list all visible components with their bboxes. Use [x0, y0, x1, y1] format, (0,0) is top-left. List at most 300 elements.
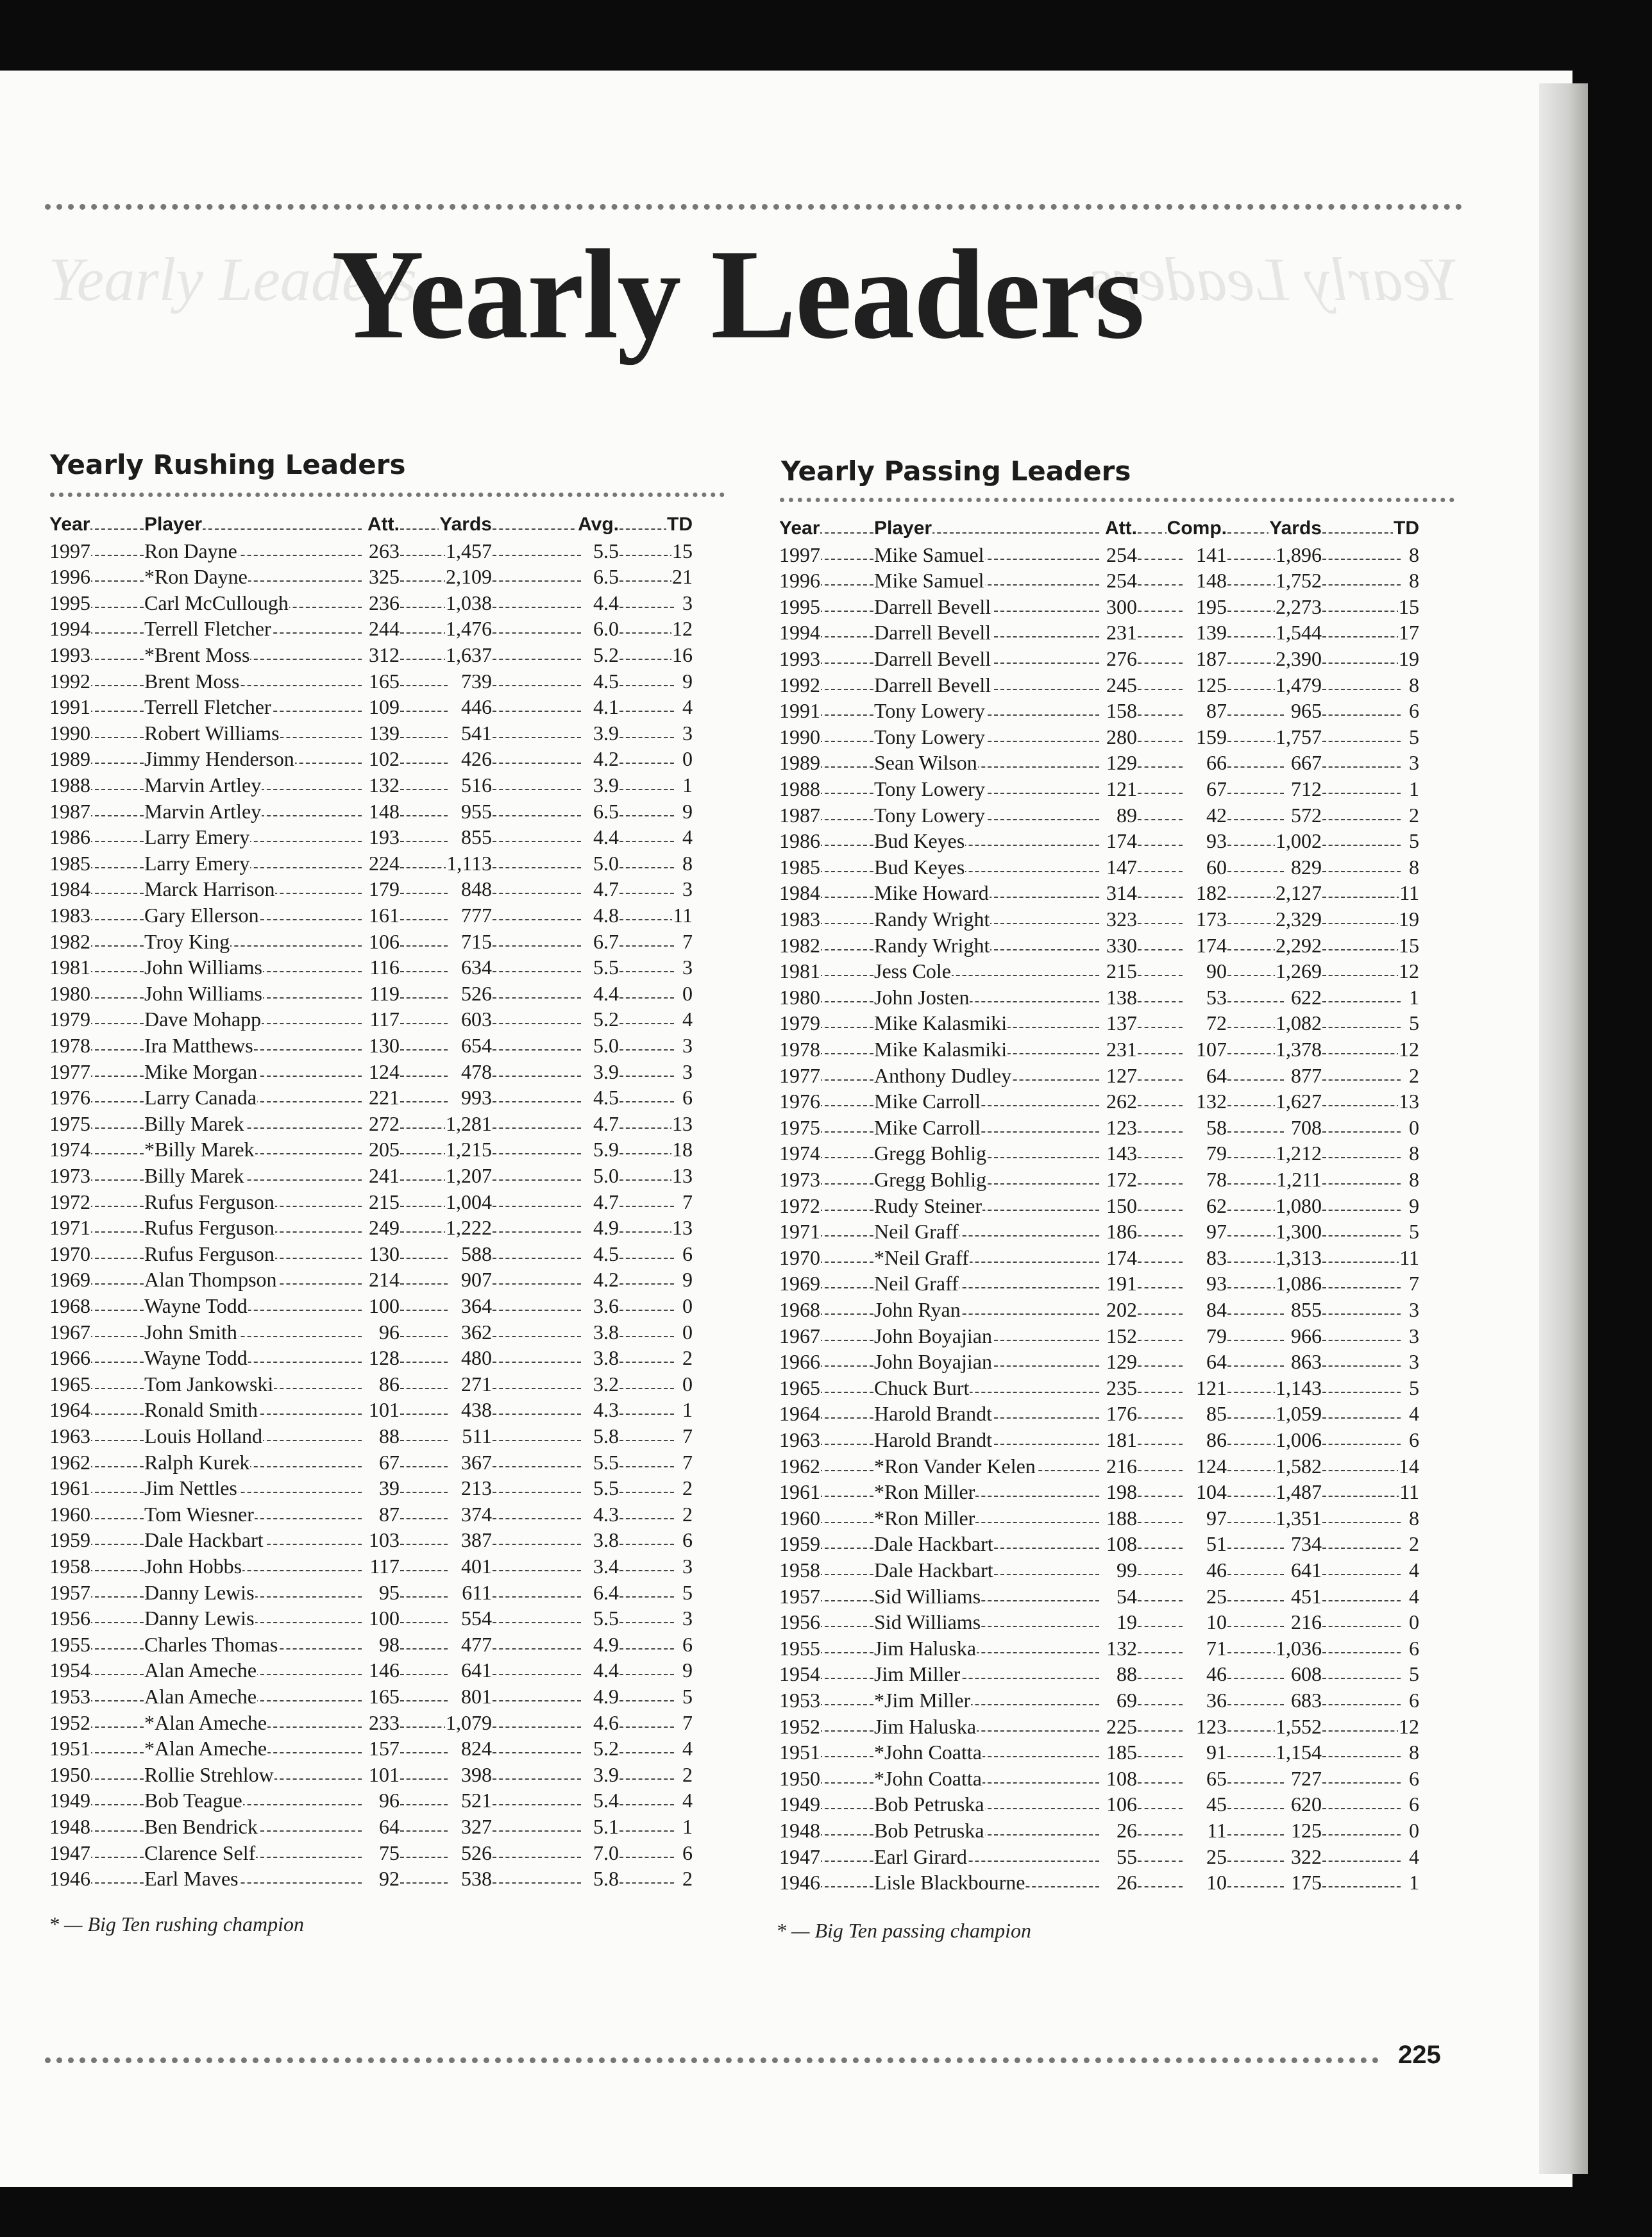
- passing-table-row: [779, 1010, 1420, 1036]
- rushing-leader-dots: [400, 1596, 448, 1598]
- rushing-table-row: [49, 1163, 693, 1188]
- rushing-leader-dots: [493, 1596, 581, 1598]
- rushing-col3-cell: 233: [369, 1710, 400, 1734]
- passing-table-row: [779, 802, 1420, 828]
- rushing-leader-dots: [620, 1804, 674, 1805]
- passing-table-row: [779, 1036, 1420, 1062]
- passing-player-cell: Harold Brandt: [874, 1428, 992, 1451]
- passing-col5-cell: 1,143: [1276, 1376, 1322, 1399]
- rushing-leader-dots: [88, 789, 144, 790]
- passing-table: [779, 516, 1420, 1895]
- passing-leader-dots: [818, 636, 873, 637]
- rushing-leader-dots: [400, 1206, 448, 1207]
- rushing-leader-dots: [493, 607, 581, 608]
- passing-leader-dots: [818, 1392, 873, 1393]
- rushing-col5-cell: 5.5: [593, 1450, 619, 1474]
- rushing-td-cell: 4: [682, 695, 693, 719]
- passing-heading-rule: [780, 498, 1454, 502]
- rushing-td-cell: 16: [672, 643, 693, 666]
- rushing-col4-cell: 855: [461, 825, 492, 849]
- passing-year-cell: 1991: [779, 699, 820, 723]
- rushing-leader-dots: [88, 1596, 144, 1598]
- passing-col4-cell: 90: [1206, 959, 1227, 983]
- passing-col3-cell: 172: [1106, 1168, 1137, 1191]
- rushing-leader-dots: [400, 1310, 448, 1311]
- passing-leader-dots: [1322, 766, 1401, 768]
- rushing-td-cell: 11: [673, 904, 693, 927]
- rushing-leader-dots: [88, 1804, 144, 1805]
- rushing-col5-cell: 5.5: [593, 956, 619, 979]
- passing-table-row: [779, 1115, 1420, 1140]
- rushing-td-cell: 21: [672, 565, 693, 589]
- passing-year-cell: 1986: [779, 829, 820, 853]
- rushing-player-cell: Terrell Fletcher: [144, 695, 271, 719]
- rushing-col3-cell: 236: [369, 591, 400, 614]
- rushing-leader-dots: [493, 580, 581, 582]
- passing-col3-cell: 235: [1106, 1376, 1137, 1399]
- passing-leader-dots: [818, 663, 873, 664]
- rushing-col3-cell: 221: [369, 1086, 400, 1110]
- rushing-td-cell: 2: [682, 1346, 693, 1370]
- passing-leader-dots: [818, 1834, 873, 1836]
- passing-td-cell: 13: [1399, 1090, 1419, 1113]
- rushing-leader-dots: [400, 1622, 448, 1623]
- passing-td-cell: 5: [1409, 1376, 1419, 1399]
- passing-leader-dots: [1322, 1183, 1401, 1185]
- rushing-table-row: [49, 1241, 693, 1267]
- rushing-player-cell: Dale Hackbart: [144, 1528, 264, 1552]
- passing-col5-cell: 727: [1291, 1766, 1322, 1790]
- rushing-col4-cell: 1,281: [446, 1111, 492, 1135]
- rushing-col5-cell: 5.2: [593, 643, 619, 666]
- rushing-player-cell: Earl Maves: [144, 1867, 239, 1891]
- passing-col5-cell: 1,582: [1276, 1454, 1322, 1478]
- passing-td-cell: 8: [1409, 569, 1419, 593]
- rushing-player-cell: Rufus Ferguson: [144, 1190, 274, 1213]
- passing-player-cell: Tony Lowery: [874, 699, 985, 723]
- passing-table-row: [779, 1739, 1420, 1765]
- rushing-col3-cell: 96: [379, 1320, 400, 1344]
- rushing-year-cell: 1958: [49, 1555, 90, 1578]
- passing-table-row: [779, 698, 1420, 723]
- rushing-col5-cell: 3.8: [593, 1346, 619, 1370]
- passing-player-cell: Earl Girard: [874, 1844, 967, 1868]
- passing-leader-dots: [1322, 1157, 1401, 1158]
- rushing-col5-cell: 5.8: [593, 1867, 619, 1891]
- passing-col3-cell: 174: [1106, 1245, 1137, 1269]
- rushing-leader-dots: [493, 1153, 581, 1154]
- passing-year-cell: 1955: [779, 1636, 820, 1660]
- passing-col3-cell: 181: [1106, 1428, 1137, 1451]
- rushing-year-cell: 1968: [49, 1294, 90, 1317]
- rushing-col5-cell: 4.4: [593, 825, 619, 849]
- rushing-col5-cell: 3.2: [593, 1372, 619, 1396]
- rushing-year-cell: 1965: [49, 1372, 90, 1396]
- passing-leader-dots: [1322, 611, 1401, 612]
- passing-player-cell: Sid Williams: [874, 1610, 981, 1634]
- rushing-footnote: * — Big Ten rushing champion: [49, 1912, 304, 1936]
- passing-leader-dots: [1227, 1626, 1284, 1627]
- rushing-col5-cell: 4.4: [593, 981, 619, 1005]
- passing-year-cell: 1995: [779, 595, 820, 618]
- rushing-player-cell: Carl McCullough: [144, 591, 289, 614]
- rushing-leader-dots: [493, 1336, 581, 1337]
- rushing-year-cell: 1978: [49, 1034, 90, 1057]
- rushing-td-cell: 13: [672, 1111, 693, 1135]
- passing-player-cell: Dale Hackbart: [874, 1558, 993, 1582]
- rushing-leader-dots: [620, 815, 674, 816]
- passing-leader-dots: [818, 1235, 873, 1237]
- passing-player-cell: Mike Carroll: [874, 1115, 981, 1139]
- passing-col5-cell: 708: [1291, 1115, 1322, 1139]
- passing-year-cell: 1993: [779, 647, 820, 670]
- passing-leader-dots: [1227, 1365, 1284, 1367]
- rushing-header-col5: Avg.: [577, 512, 620, 537]
- rushing-year-cell: 1980: [49, 981, 90, 1005]
- rushing-table-row: [49, 929, 693, 954]
- passing-leader-dots: [818, 1574, 873, 1575]
- passing-leader-dots: [818, 1600, 873, 1601]
- rushing-leader-dots: [400, 1388, 448, 1389]
- rushing-col4-cell: 2,109: [446, 565, 492, 589]
- passing-leader-dots: [1322, 793, 1401, 794]
- passing-player-cell: *John Coatta: [874, 1741, 982, 1764]
- rushing-leader-dots: [400, 1882, 448, 1884]
- passing-col5-cell: 1,006: [1276, 1428, 1322, 1451]
- rushing-col5-cell: 3.6: [593, 1294, 619, 1317]
- passing-col3-cell: 26: [1117, 1871, 1137, 1895]
- rushing-leader-dots: [620, 1153, 674, 1154]
- rushing-year-cell: 1955: [49, 1632, 90, 1656]
- rushing-col4-cell: 641: [461, 1659, 492, 1682]
- rushing-leader-dots: [493, 919, 581, 920]
- rushing-col4-cell: 521: [461, 1789, 492, 1812]
- passing-table-row: [779, 1401, 1420, 1426]
- rushing-leader-dots: [88, 1153, 144, 1154]
- rushing-table-row: [49, 1735, 693, 1761]
- rushing-col3-cell: 165: [369, 669, 400, 693]
- rushing-leader-dots: [620, 971, 674, 972]
- passing-col3-cell: 202: [1106, 1298, 1137, 1321]
- passing-leader-dots: [818, 741, 873, 742]
- rushing-leader-dots: [620, 1231, 674, 1233]
- passing-col4-cell: 62: [1206, 1194, 1227, 1217]
- rushing-leader-dots: [88, 815, 144, 816]
- passing-table-row: [779, 594, 1420, 620]
- rushing-year-cell: 1987: [49, 799, 90, 823]
- rushing-leader-dots: [493, 841, 581, 842]
- rushing-leader-dots: [400, 763, 448, 764]
- rushing-col5-cell: 5.5: [593, 539, 619, 562]
- rushing-year-cell: 1979: [49, 1008, 90, 1031]
- rushing-leader-dots: [620, 1049, 674, 1051]
- passing-leader-dots: [818, 1365, 873, 1367]
- passing-table-row: [779, 1088, 1420, 1114]
- passing-player-cell: Mike Kalasmiki: [874, 1038, 1007, 1061]
- passing-col5-cell: 175: [1291, 1871, 1322, 1895]
- rushing-table-row: [49, 564, 693, 589]
- rushing-leader-dots: [620, 555, 674, 556]
- passing-header-td: TD: [1393, 516, 1420, 541]
- passing-col5-cell: 1,211: [1276, 1168, 1322, 1191]
- rushing-col5-cell: 4.5: [593, 1086, 619, 1110]
- rushing-col4-cell: 1,476: [446, 617, 492, 641]
- passing-year-cell: 1971: [779, 1220, 820, 1244]
- passing-year-cell: 1952: [779, 1714, 820, 1738]
- passing-td-cell: 6: [1409, 1793, 1419, 1816]
- rushing-player-cell: Troy King: [144, 929, 230, 953]
- passing-col4-cell: 72: [1206, 1011, 1227, 1035]
- passing-year-cell: 1994: [779, 621, 820, 645]
- rushing-col3-cell: 146: [369, 1659, 400, 1682]
- rushing-leader-dots: [493, 1492, 581, 1493]
- passing-col5-cell: 1,059: [1276, 1402, 1322, 1426]
- passing-leader-dots: [1138, 663, 1183, 664]
- rushing-year-cell: 1960: [49, 1502, 90, 1526]
- rushing-leader-dots: [400, 1414, 448, 1415]
- rushing-leader-dots: [620, 893, 674, 894]
- rushing-year-cell: 1969: [49, 1268, 90, 1292]
- rushing-leader-dots: [620, 1570, 674, 1571]
- passing-td-cell: 6: [1409, 1636, 1419, 1660]
- rushing-player-cell: Ronald Smith: [144, 1398, 258, 1422]
- rushing-table-row: [49, 1449, 693, 1475]
- passing-col5-cell: 2,329: [1276, 907, 1322, 931]
- rushing-leader-dots: [88, 1076, 144, 1077]
- passing-player-cell: Sid Williams: [874, 1584, 981, 1608]
- passing-leader-dots: [1322, 1235, 1401, 1237]
- rushing-table-row: [49, 954, 693, 980]
- rushing-td-cell: 2: [682, 1762, 693, 1786]
- passing-col5-cell: 622: [1291, 985, 1322, 1009]
- rushing-leader-dots: [88, 1518, 144, 1519]
- rushing-leader-dots: [88, 1336, 144, 1337]
- rushing-col4-cell: 538: [461, 1867, 492, 1891]
- rushing-table-row: [49, 850, 693, 876]
- rushing-col5-cell: 5.2: [593, 1008, 619, 1031]
- rushing-player-cell: Alan Ameche: [144, 1659, 257, 1682]
- rushing-td-cell: 18: [672, 1138, 693, 1161]
- rushing-leader-dots: [620, 1310, 674, 1311]
- passing-leader-dots: [818, 1053, 873, 1054]
- rushing-year-cell: 1975: [49, 1111, 90, 1135]
- rushing-table-row: [49, 1423, 693, 1449]
- rushing-leader-dots: [620, 1700, 674, 1701]
- rushing-col3-cell: 102: [369, 747, 400, 771]
- passing-col4-cell: 141: [1196, 543, 1227, 566]
- rushing-leader-dots: [400, 1726, 448, 1728]
- rushing-col3-cell: 67: [379, 1450, 400, 1474]
- passing-leader-dots: [1138, 1053, 1183, 1054]
- passing-col5-cell: 1,544: [1276, 621, 1322, 645]
- rushing-year-cell: 1997: [49, 539, 90, 562]
- rushing-col4-cell: 213: [461, 1476, 492, 1500]
- passing-leader-dots: [1322, 1704, 1401, 1705]
- passing-td-cell: 8: [1409, 1142, 1419, 1165]
- passing-leader-dots: [1138, 1131, 1183, 1133]
- passing-leader-dots: [1138, 1574, 1183, 1575]
- passing-year-cell: 1987: [779, 803, 820, 827]
- rushing-col3-cell: 109: [369, 695, 400, 719]
- rushing-leader-dots: [88, 1440, 144, 1441]
- passing-col3-cell: 198: [1106, 1480, 1137, 1504]
- passing-leader-dots: [1227, 1131, 1284, 1133]
- passing-td-cell: 11: [1399, 881, 1419, 905]
- passing-year-cell: 1951: [779, 1741, 820, 1764]
- rushing-player-cell: *Alan Ameche: [144, 1710, 267, 1734]
- passing-col4-cell: 10: [1206, 1871, 1227, 1895]
- rushing-leader-dots: [493, 1101, 581, 1102]
- passing-leader-dots: [818, 1287, 873, 1288]
- passing-col3-cell: 108: [1106, 1766, 1137, 1790]
- rushing-col4-cell: 327: [461, 1815, 492, 1838]
- rushing-col3-cell: 165: [369, 1685, 400, 1708]
- passing-leader-dots: [1322, 1652, 1401, 1653]
- passing-col5-cell: 125: [1291, 1819, 1322, 1842]
- rushing-year-cell: 1953: [49, 1685, 90, 1708]
- passing-year-cell: 1985: [779, 855, 820, 879]
- rushing-leader-dots: [88, 1049, 144, 1051]
- rushing-player-cell: Billy Marek: [144, 1111, 244, 1135]
- rushing-year-cell: 1976: [49, 1086, 90, 1110]
- passing-leader-dots: [1322, 819, 1401, 820]
- rushing-table-row: [49, 1371, 693, 1397]
- passing-leader-dots: [1227, 1808, 1284, 1809]
- passing-header-row: [779, 516, 1420, 541]
- rushing-player-cell: John Hobbs: [144, 1555, 242, 1578]
- passing-leader-dots: [818, 1340, 873, 1341]
- passing-leader-dots: [818, 1782, 873, 1784]
- passing-table-row: [779, 1557, 1420, 1583]
- rushing-col4-cell: 801: [461, 1685, 492, 1708]
- rushing-leader-dots: [493, 1700, 581, 1701]
- passing-leader-dots: [1138, 1262, 1183, 1263]
- passing-year-cell: 1962: [779, 1454, 820, 1478]
- rushing-leader-dots: [88, 919, 144, 920]
- passing-table-row: [779, 1349, 1420, 1374]
- passing-leader-dots: [1138, 1157, 1183, 1158]
- rushing-col3-cell: 86: [379, 1372, 400, 1396]
- rushing-player-cell: Wayne Todd: [144, 1346, 248, 1370]
- passing-td-cell: 2: [1409, 1063, 1419, 1087]
- rushing-td-cell: 0: [682, 981, 693, 1005]
- passing-col4-cell: 123: [1196, 1714, 1227, 1738]
- passing-leader-dots: [1138, 1522, 1183, 1523]
- rushing-leader-dots: [88, 841, 144, 842]
- passing-col4-cell: 187: [1196, 647, 1227, 670]
- rushing-table-row: [49, 1580, 693, 1605]
- rushing-td-cell: 1: [682, 1815, 693, 1838]
- passing-leader-dots: [1138, 897, 1183, 898]
- passing-col5-cell: 683: [1291, 1689, 1322, 1712]
- rushing-leader-dots: [493, 1127, 581, 1129]
- passing-col3-cell: 54: [1117, 1584, 1137, 1608]
- rushing-leader-dots: [493, 1258, 581, 1259]
- rushing-header-col3: Att.: [367, 512, 400, 537]
- passing-leader-dots: [1322, 1079, 1401, 1081]
- rushing-leader-dots: [400, 580, 448, 582]
- passing-leader-dots: [818, 1652, 873, 1653]
- passing-player-cell: Jess Cole: [874, 959, 951, 983]
- rushing-leader-dots: [493, 1414, 581, 1415]
- rushing-player-cell: Larry Canada: [144, 1086, 257, 1110]
- rushing-leader-dots: [493, 971, 581, 972]
- rushing-col5-cell: 6.0: [593, 617, 619, 641]
- rushing-table-row: [49, 876, 693, 902]
- rushing-col4-cell: 654: [461, 1034, 492, 1057]
- rushing-td-cell: 13: [672, 1164, 693, 1187]
- passing-table-row: [779, 933, 1420, 958]
- rushing-leader-dots: [400, 1830, 448, 1832]
- passing-col5-cell: 1,212: [1276, 1142, 1322, 1165]
- rushing-table-row: [49, 981, 693, 1006]
- passing-leader-dots: [1322, 1027, 1401, 1028]
- rushing-col4-cell: 426: [461, 747, 492, 771]
- rushing-leader-dots: [620, 1544, 674, 1545]
- rushing-table-row: [49, 668, 693, 694]
- rushing-player-cell: Jim Nettles: [144, 1476, 237, 1500]
- rushing-table-row: [49, 746, 693, 772]
- passing-col4-cell: 46: [1206, 1558, 1227, 1582]
- rushing-player-cell: Alan Ameche: [144, 1685, 257, 1708]
- rushing-leader-dots: [620, 1492, 674, 1493]
- rushing-year-cell: 1974: [49, 1138, 90, 1161]
- rushing-col4-cell: 438: [461, 1398, 492, 1422]
- passing-td-cell: 0: [1409, 1610, 1419, 1634]
- rushing-table-row: [49, 1397, 693, 1422]
- passing-leader-dots: [1322, 1444, 1401, 1445]
- rushing-col3-cell: 92: [379, 1867, 400, 1891]
- rushing-table-row: [49, 720, 693, 746]
- rushing-col4-cell: 541: [461, 721, 492, 745]
- rushing-table-row: [49, 1293, 693, 1319]
- passing-td-cell: 12: [1399, 959, 1419, 983]
- rushing-td-cell: 0: [682, 1372, 693, 1396]
- passing-col5-cell: 965: [1291, 699, 1322, 723]
- passing-leader-dots: [1227, 714, 1284, 716]
- rushing-col3-cell: 87: [379, 1502, 400, 1526]
- rushing-year-cell: 1984: [49, 877, 90, 901]
- rushing-leader-dots: [88, 1414, 144, 1415]
- rushing-td-cell: 3: [682, 1555, 693, 1578]
- passing-leader-dots: [1322, 1678, 1401, 1679]
- rushing-player-cell: Clarence Self: [144, 1841, 256, 1864]
- rushing-col3-cell: 130: [369, 1242, 400, 1265]
- passing-leader-dots: [1322, 1417, 1401, 1419]
- rushing-player-cell: Billy Marek: [144, 1164, 244, 1187]
- rushing-td-cell: 9: [682, 1659, 693, 1682]
- rushing-td-cell: 3: [682, 1607, 693, 1630]
- rushing-leader-dots: [493, 997, 581, 999]
- passing-col4-cell: 84: [1206, 1298, 1227, 1321]
- passing-col3-cell: 231: [1106, 1038, 1137, 1061]
- rushing-col3-cell: 241: [369, 1164, 400, 1187]
- passing-leader-dots: [1227, 871, 1284, 872]
- rushing-table-row: [49, 1814, 693, 1839]
- passing-leader-dots: [1138, 766, 1183, 768]
- rushing-col3-cell: 103: [369, 1528, 400, 1552]
- passing-col4-cell: 71: [1206, 1636, 1227, 1660]
- rushing-year-cell: 1991: [49, 695, 90, 719]
- passing-player-cell: Gregg Bohlig: [874, 1142, 987, 1165]
- rushing-table-row: [49, 616, 693, 641]
- passing-col4-cell: 104: [1196, 1480, 1227, 1504]
- passing-player-cell: *Ron Vander Kelen: [874, 1454, 1036, 1478]
- passing-leader-dots: [1322, 1756, 1401, 1757]
- passing-col4-cell: 60: [1206, 855, 1227, 879]
- rushing-leader-dots: [493, 1049, 581, 1051]
- passing-leader-dots: [1322, 1730, 1401, 1732]
